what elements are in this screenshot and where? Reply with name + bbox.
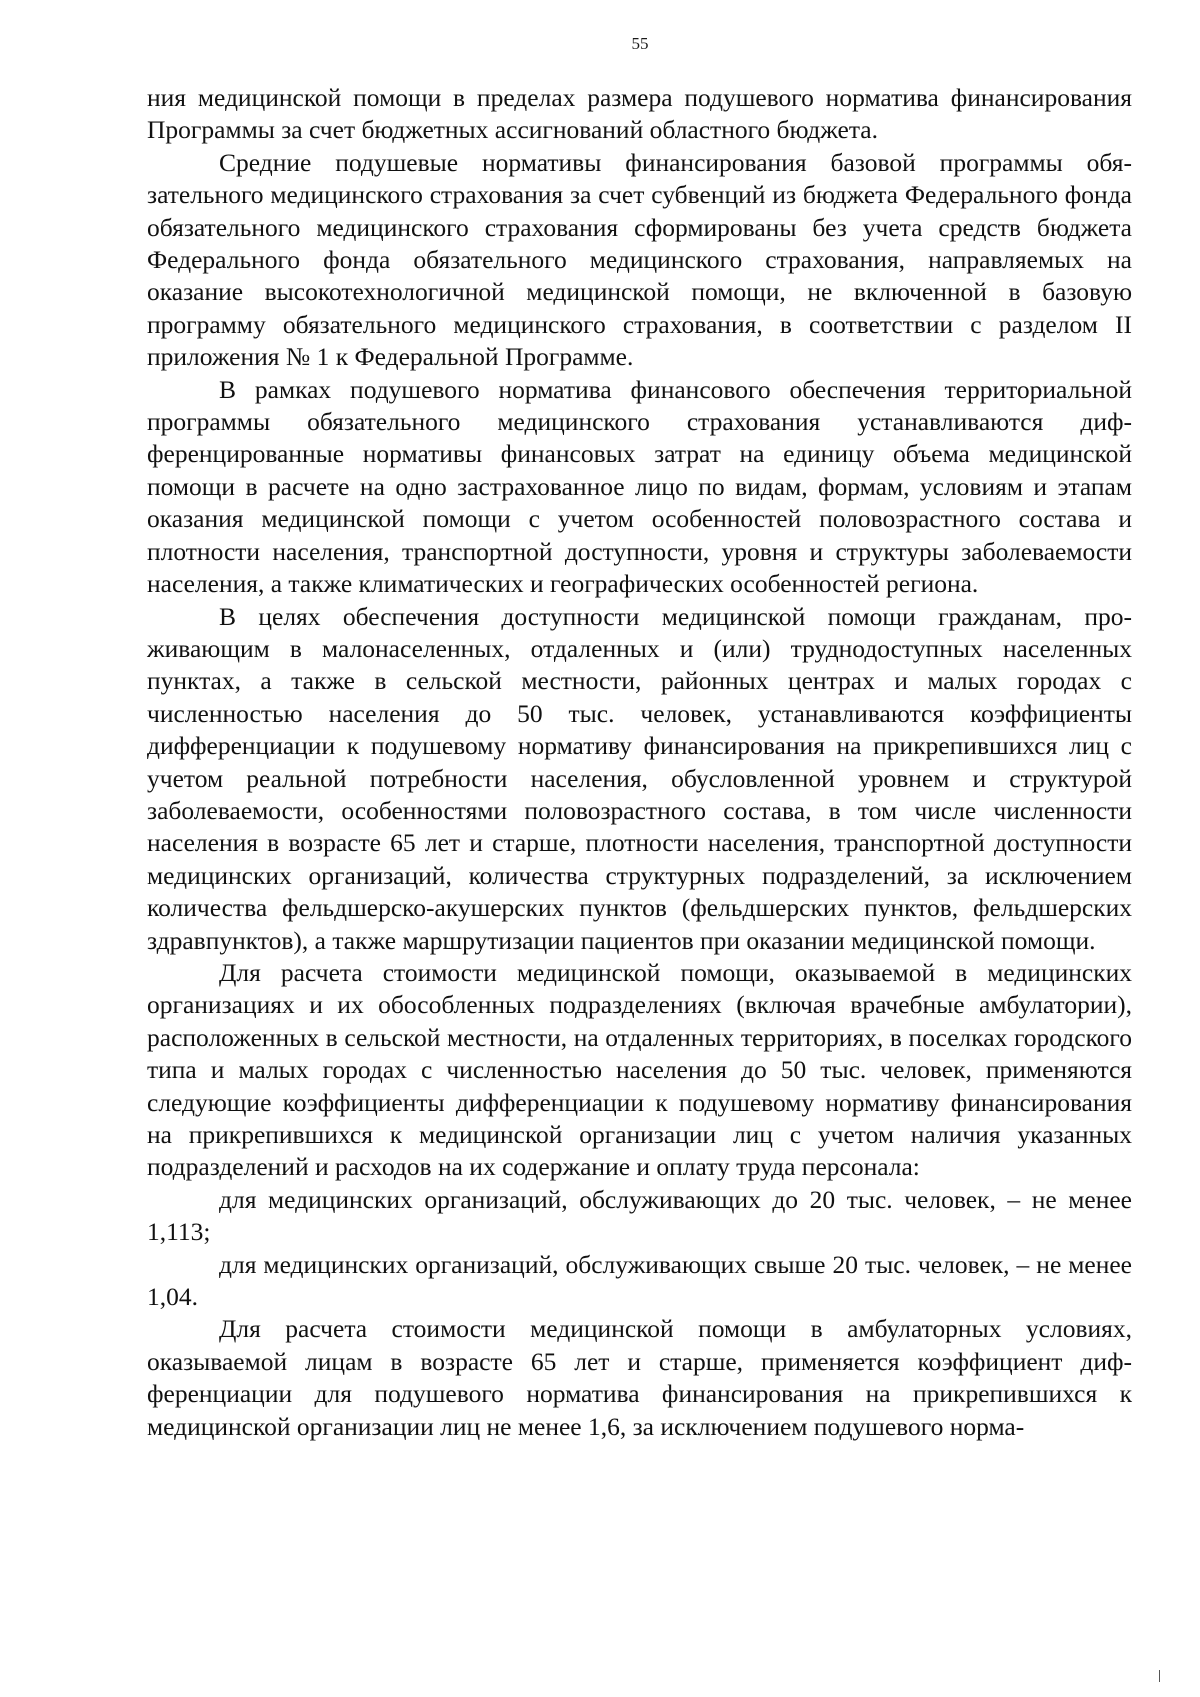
paragraph: В целях обеспечения доступности медицинской помощи гражданам, проживающим в малонаселенных, отдаленных и (или) труднодоступных населенных пунктах, а также в сельской местности, районных центрах и малых городах с численностью населения до 50 тыс. человек, устанавливаются коэффициенты дифференциации к подушевому нормативу финансирования на прикрепившихся лиц с учетом реальной потребности населения, обусловленной уровнем и структурой заболеваемости, особенностями половозрастного состава, в том числе численности населения в возрасте 65 лет и старше, плотности населения, транспортной доступности медицинских организаций, количества структурных подразделений, за исключением количества фельдшерско-акушерских пунктов (фельдшерских пунктов, фельдшерских здравпунктов), а также маршрутизации пациентов при оказании медицинской помощи. bbox=[147, 601, 1132, 955]
list-item-coefficient: для медицинских организаций, обслуживающих до 20 тыс. человек, – не менее 1,113; bbox=[147, 1184, 1132, 1247]
document-body bbox=[147, 82, 1132, 1443]
paragraph: Для расчета стоимости медицинской помощи, оказываемой в медицинских организациях и их обособленных подразделениях (включая врачебные амбулатории), расположенных в сельской местности, на отдаленных территориях, в поселках городского типа и малых городах с численностью населения до 50 тыс. человек, применяются следующие коэффициенты дифференциации к подушевому нормативу финансирования на прикрепившихся к медицинской организации лиц с учетом наличия указанных подразделений и расходов на их содержание и оплату труда персонала: bbox=[147, 957, 1132, 1182]
paragraph-continuation: ния медицинской помощи в пределах размера подушевого норматива финансирования Программы за счет бюджетных ассигнований областного бюджета. bbox=[147, 83, 1132, 145]
paragraph: В рамках подушевого норматива финансового обеспечения территориальной программы обязательного медицинского страхования устанавливаются дифференцированные нормативы финансовых затрат на единицу объема медицинской помощи в расчете на одно застрахованное лицо по видам, формам, условиям и этапам оказания медицинской помощи с учетом особенностей половозрастного состава и плотности населения, транспортной доступности, уровня и структуры заболеваемости населения, а также климатических и географических особенностей региона. bbox=[147, 374, 1132, 599]
paragraph: Для расчета стоимости медицинской помощи в амбулаторных условиях, оказываемой лицам в возрасте 65 лет и старше, применяется коэффициент дифференциации для подушевого норматива финансирования на прикрепившихся к медицинской организации лиц не менее 1,6, за исключением подушевого норма- bbox=[147, 1314, 1132, 1441]
paragraph: Средние подушевые нормативы финансирования базовой программы обязательного медицинского страхования за счет субвенций из бюджета Федерального фонда обязательного медицинского страхования сформированы без учета средств бюджета Федерального фонда обязательного медицинского страхования, направляемых на оказание высокотехнологичной медицинской помощи, не включенной в базовую программу обязательного медицинского страхования, в соответствии с разделом II приложения № 1 к Федеральной Программе. bbox=[147, 147, 1132, 372]
page-number: 55 bbox=[631, 34, 649, 53]
list-item-coefficient: для медицинских организаций, обслуживающих свыше 20 тыс. человек, – не менее 1,04. bbox=[147, 1249, 1132, 1312]
scan-mark bbox=[1159, 1670, 1160, 1682]
